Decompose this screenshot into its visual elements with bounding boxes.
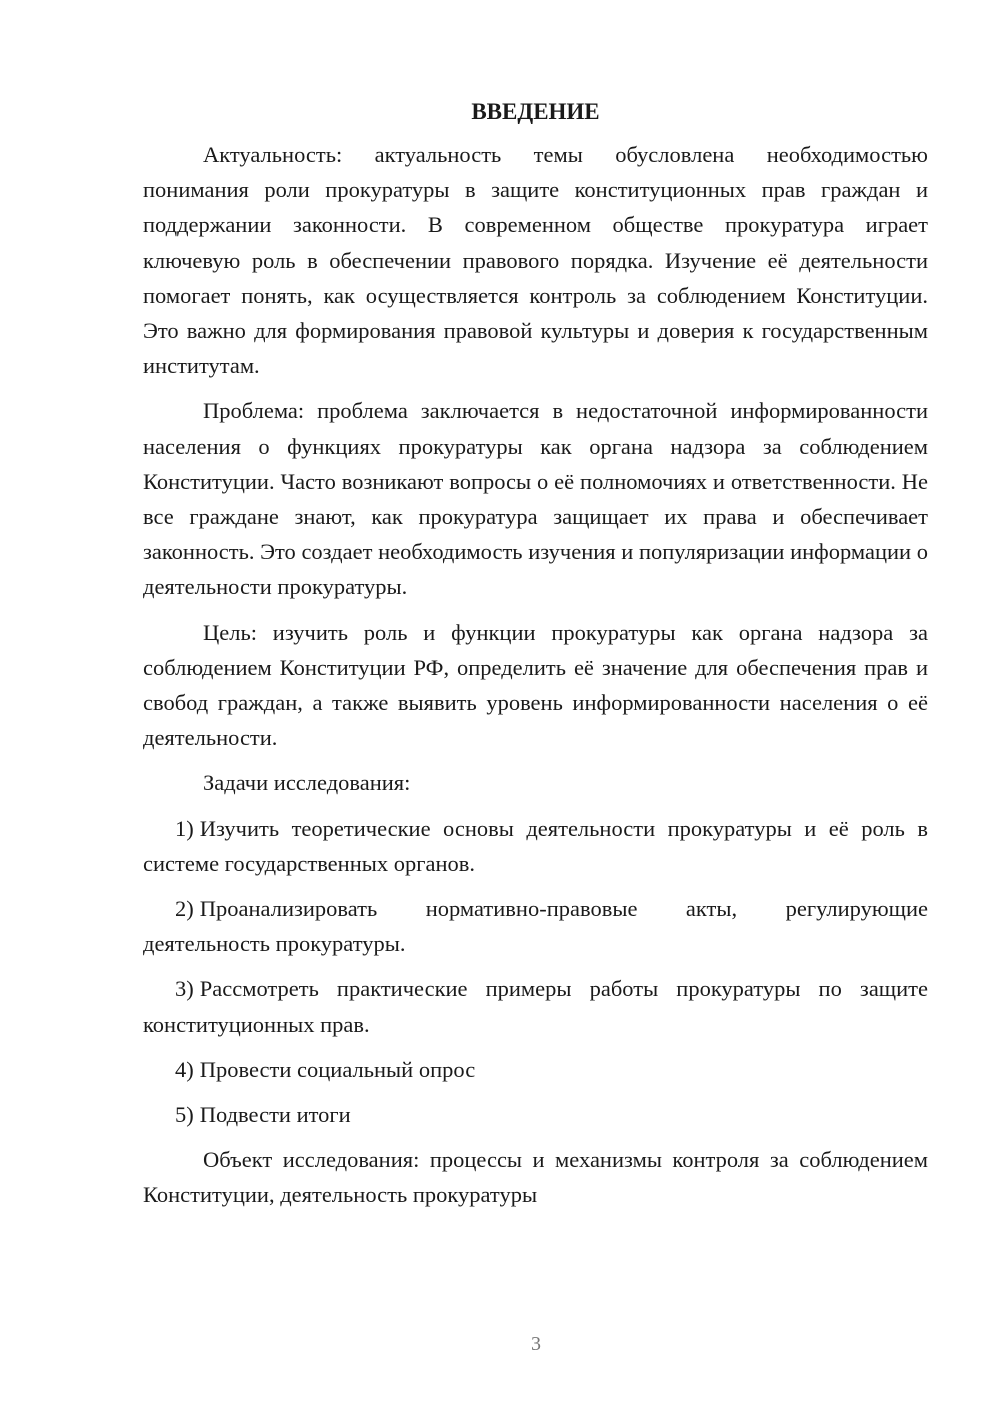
paragraph-relevance: Актуальность: актуальность темы обусловлена необходимостью понимания роли прокуратуры в защите конституционных прав граждан и поддержании законности. В современном обществе прокуратура играет ключевую роль в обеспечении правового порядка. Изучение её деятельности помогает понять, как осуществляется контроль за соблюдением Конституции. Это важно для формирования правовой культуры и доверия к государственным институтам. bbox=[143, 142, 928, 379]
page-content bbox=[143, 94, 928, 1223]
list-item-number: 4) bbox=[175, 1056, 194, 1082]
paragraph-problem: Проблема: проблема заключается в недостаточной информированности населения о функциях прокуратуры как органа надзора за соблюдением Конституции. Часто возникают вопросы о её полномочиях и ответственности. Не все граждане знают, как прокуратура защищает их права и обеспечивает законность. Это создает необходимость изучения и популяризации информации о деятельности прокуратуры. bbox=[143, 398, 928, 600]
list-item bbox=[143, 811, 928, 881]
paragraph-research-object: Объект исследования: процессы и механизмы контроля за соблюдением Конституции, деятельность прокуратуры bbox=[143, 1147, 928, 1208]
paragraph-goal: Цель: изучить роль и функции прокуратуры как органа надзора за соблюдением Конституции РФ, определить её значение для обеспечения прав и свобод граждан, а также выявить уровень информированности населения о её деятельности. bbox=[143, 619, 928, 751]
list-item bbox=[143, 891, 928, 961]
list-item-number: 5) bbox=[175, 1102, 194, 1128]
paragraph-tasks-heading: Задачи исследования: bbox=[203, 770, 411, 796]
page-number: 3 bbox=[531, 1333, 541, 1355]
list-item bbox=[143, 971, 928, 1041]
list-item bbox=[143, 1052, 928, 1087]
list-item-text: Рассмотреть практические примеры работы прокуратуры по защите конституционных прав. bbox=[143, 976, 928, 1037]
list-item-number: 3) bbox=[175, 976, 194, 1002]
page-title: ВВЕДЕНИЕ bbox=[471, 99, 600, 124]
list-item-text: Изучить теоретические основы деятельности прокуратуры и её роль в системе государственных органов. bbox=[143, 815, 928, 876]
list-item-number: 1) bbox=[175, 815, 194, 841]
list-item-number: 2) bbox=[175, 896, 194, 922]
list-item-text: Провести социальный опрос bbox=[199, 1056, 476, 1082]
list-item-text: Подвести итоги bbox=[199, 1102, 351, 1128]
list-item bbox=[143, 1097, 928, 1132]
list-item-text: Проанализировать нормативно-правовые акты, регулирующие деятельность прокуратуры. bbox=[143, 896, 928, 957]
